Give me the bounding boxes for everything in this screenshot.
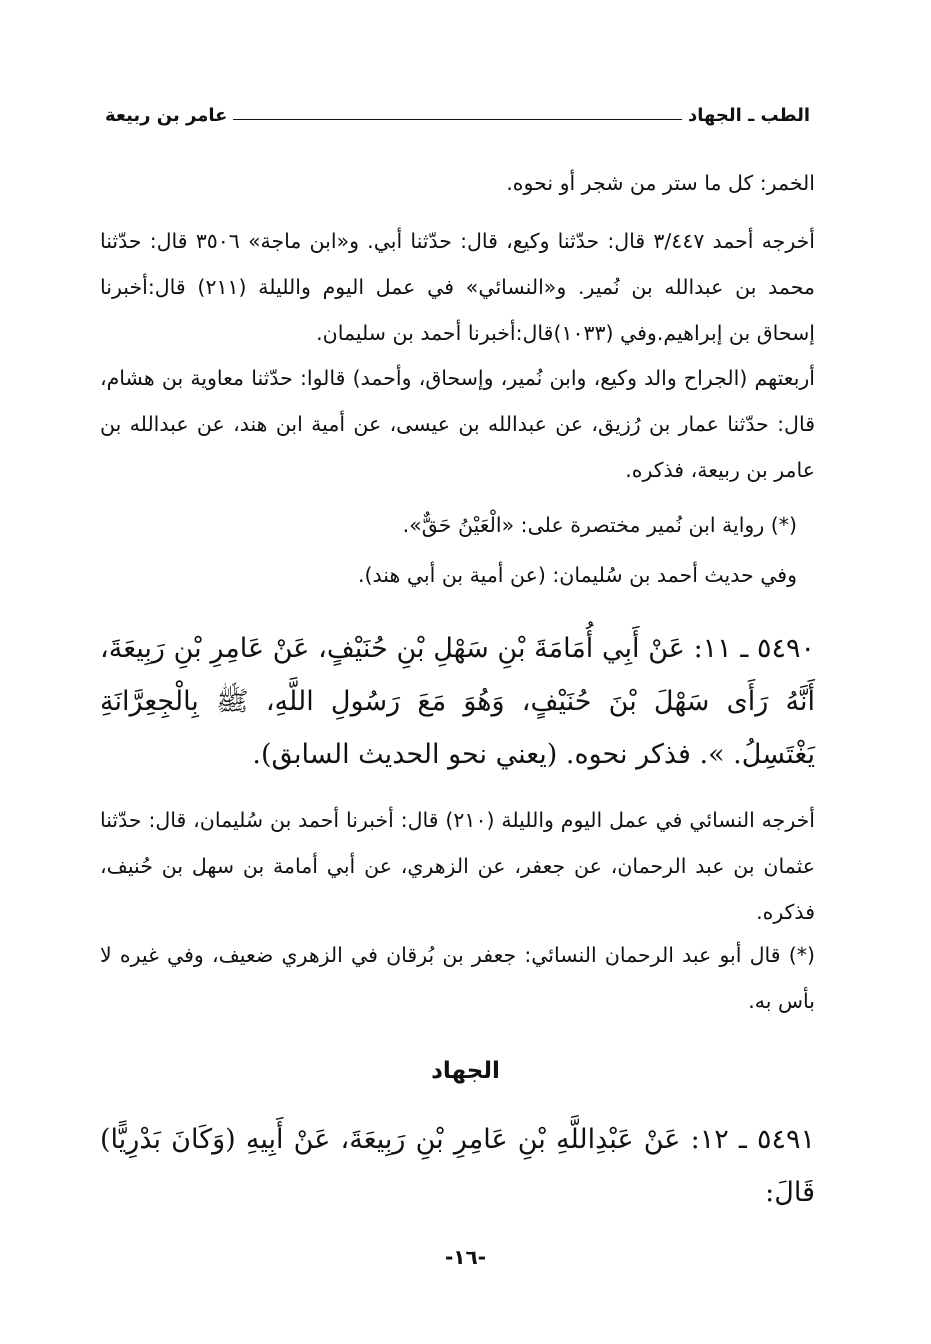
section-title-jihad: الجهاد (431, 1058, 500, 1084)
paragraph-khamr-definition: الخمر: كل ما ستر من شجر أو نحوه. (506, 171, 815, 195)
header-right-title: الطب ـ الجهاد (688, 105, 810, 126)
paragraph-takhrij-2: أخرجه النسائي في عمل اليوم والليلة (٢١٠) قال: أخبرنا أحمد بن سُليمان، قال: حدّثنا عثمان بن عبد الرحمان، عن جعفر، عن الزهري، عن أبي أمامة بن سهل بن حُنيف، فذكره. (100, 808, 816, 924)
note-ahmad-ibn-sulayman: وفي حديث أحمد بن سُليمان: (عن أمية بن أبي هند). (358, 563, 797, 587)
hadith-5490: ٥٤٩٠ ـ ١١: عَنْ أَبِي أُمَامَةَ بْنِ سَهْلِ بْنِ حُنَيْفٍ، عَنْ عَامِرِ بْنِ رَبِيعَةَ، أَنَّهُ رَأَى سَهْلَ بْنَ حُنَيْفٍ، وَهُوَ مَعَ رَسُولِ اللَّهِ، ﷺ بِالْجِعِرَّانَةِ يَغْتَسِلُ. ». فذكر نحوه. (يعني نحو الحديث السابق). (100, 633, 815, 770)
note-nasai: (*) قال أبو عبد الرحمان النسائي: جعفر بن بُرقان في الزهري ضعيف، وفي غيره لا بأس به. (100, 943, 815, 1013)
header-left-title: عامر بن ربيعة (105, 105, 228, 126)
header-rule (233, 119, 682, 120)
paragraph-takhrij-1: أخرجه أحمد ٣/٤٤٧ قال: حدّثنا وكيع، قال: حدّثنا أبي. و«ابن ماجة» ٣٥٠٦ قال: حدّثنا محمد بن عبدالله بن نُمير. و«النسائي» في عمل اليوم والليلة (٢١١) قال:أخبرنا إسحاق بن إبراهيم.وفي (١٠٣٣)قال:أخبرنا أحمد بن سليمان. (100, 229, 815, 345)
note-ibn-numayr: (*) رواية ابن نُمير مختصرة على: «الْعَيْنُ حَقٌّ». (402, 513, 797, 537)
page-number: -١٦- (444, 1245, 487, 1269)
hadith-5491: ٥٤٩١ ـ ١٢: عَنْ عَبْدِاللَّهِ بْنِ عَامِرِ بْنِ رَبِيعَةَ، عَنْ أَبِيهِ (وَكَانَ بَدْرِيًّا) قَالَ: (100, 1124, 815, 1208)
paragraph-four-narrators: أربعتهم (الجراح والد وكيع، وابن نُمير، وإسحاق، وأحمد) قالوا: حدّثنا معاوية بن هشام، قال: حدّثنا عمار بن رُزيق، عن عبدالله بن عيسى، عن أمية ابن هند، عن عبدالله بن عامر بن ربيعة، فذكره. (100, 366, 815, 482)
running-header (105, 96, 810, 126)
